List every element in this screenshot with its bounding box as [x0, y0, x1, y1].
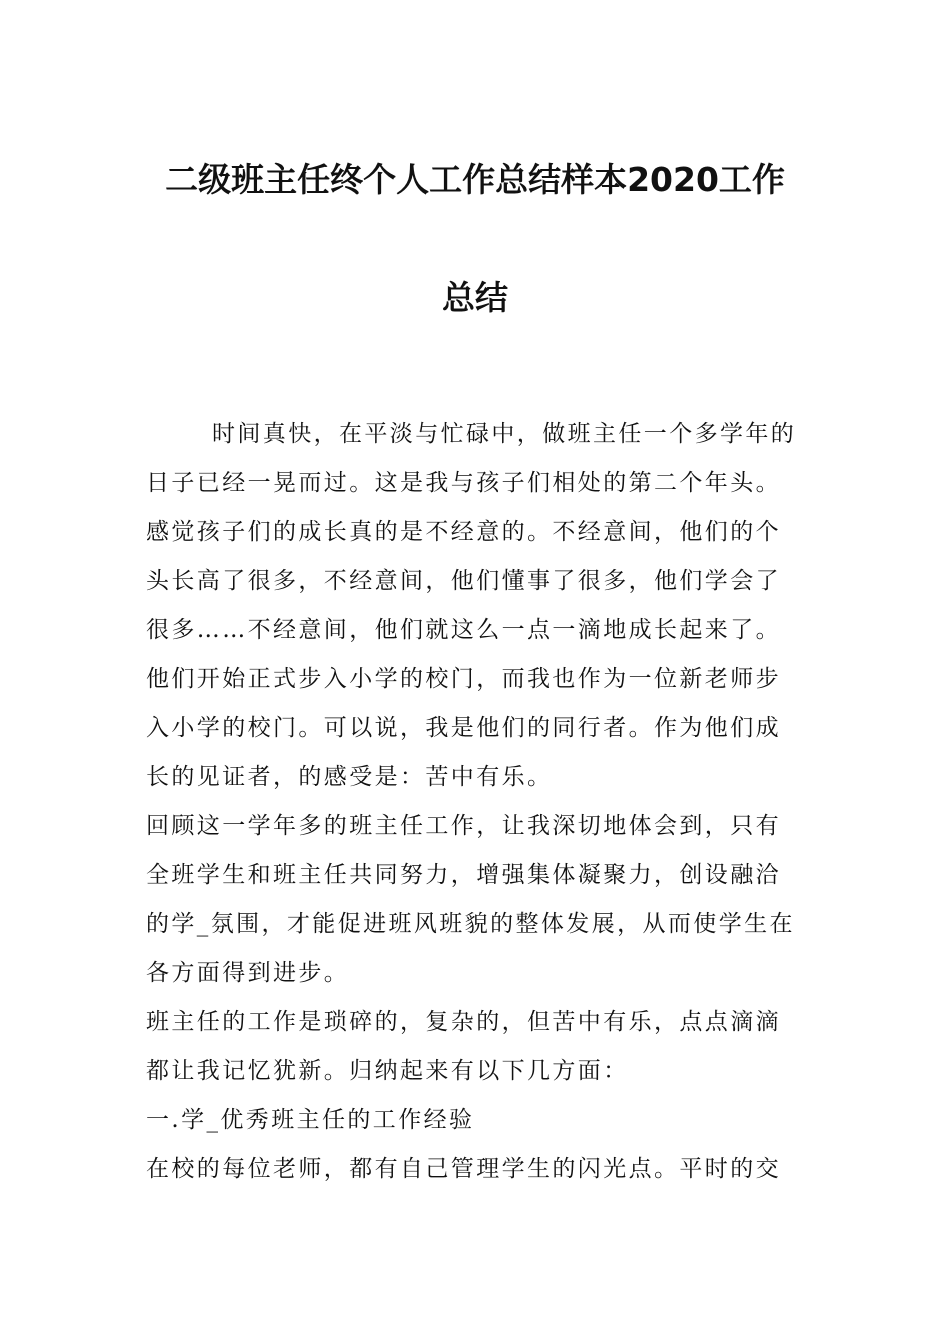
paragraph [146, 802, 806, 998]
text-line: 都让我记忆犹新。归纳起来有以下几方面： [146, 1058, 629, 1084]
text-line: 头长高了很多，不经意间，他们懂事了很多，他们学会了 [146, 568, 781, 594]
text-line: 一.学_优秀班主任的工作经验 [146, 1107, 475, 1133]
text-line: 日子已经一晃而过。这是我与孩子们相处的第二个年头。 [146, 470, 781, 496]
text-line: 很多……不经意间，他们就这么一点一滴地成长起来了。 [146, 617, 781, 643]
text-line: 入小学的校门。可以说，我是他们的同行者。作为他们成 [146, 715, 781, 741]
paragraph [146, 998, 806, 1096]
text-line: 长的见证者，的感受是：苦中有乐。 [146, 764, 553, 790]
text-line: 回顾这一学年多的班主任工作，让我深切地体会到，只有 [146, 813, 781, 839]
text-line: 各方面得到进步。 [146, 960, 350, 986]
text-line: 他们开始正式步入小学的校门，而我也作为一位新老师步 [146, 666, 781, 692]
text-line: 班主任的工作是琐碎的，复杂的，但苦中有乐，点点滴滴 [146, 1009, 781, 1035]
text-line: 的学_氛围，才能促进班风班貌的整体发展，从而使学生在 [146, 911, 795, 937]
document-body [146, 410, 806, 1194]
document-title-line-2: 总结 [442, 278, 508, 317]
text-line: 时间真快，在平淡与忙碌中，做班主任一个多学年的 [212, 421, 797, 447]
text-line: 感觉孩子们的成长真的是不经意的。不经意间，他们的个 [146, 519, 781, 545]
text-line: 全班学生和班主任共同努力，增强集体凝聚力，创设融洽 [146, 862, 781, 888]
paragraph [146, 410, 806, 802]
section-heading [146, 1096, 806, 1145]
text-line: 在校的每位老师，都有自己管理学生的闪光点。平时的交 [146, 1156, 781, 1182]
paragraph [146, 1145, 806, 1194]
document-title-line-1: 二级班主任终个人工作总结样本2020工作 [165, 160, 785, 199]
